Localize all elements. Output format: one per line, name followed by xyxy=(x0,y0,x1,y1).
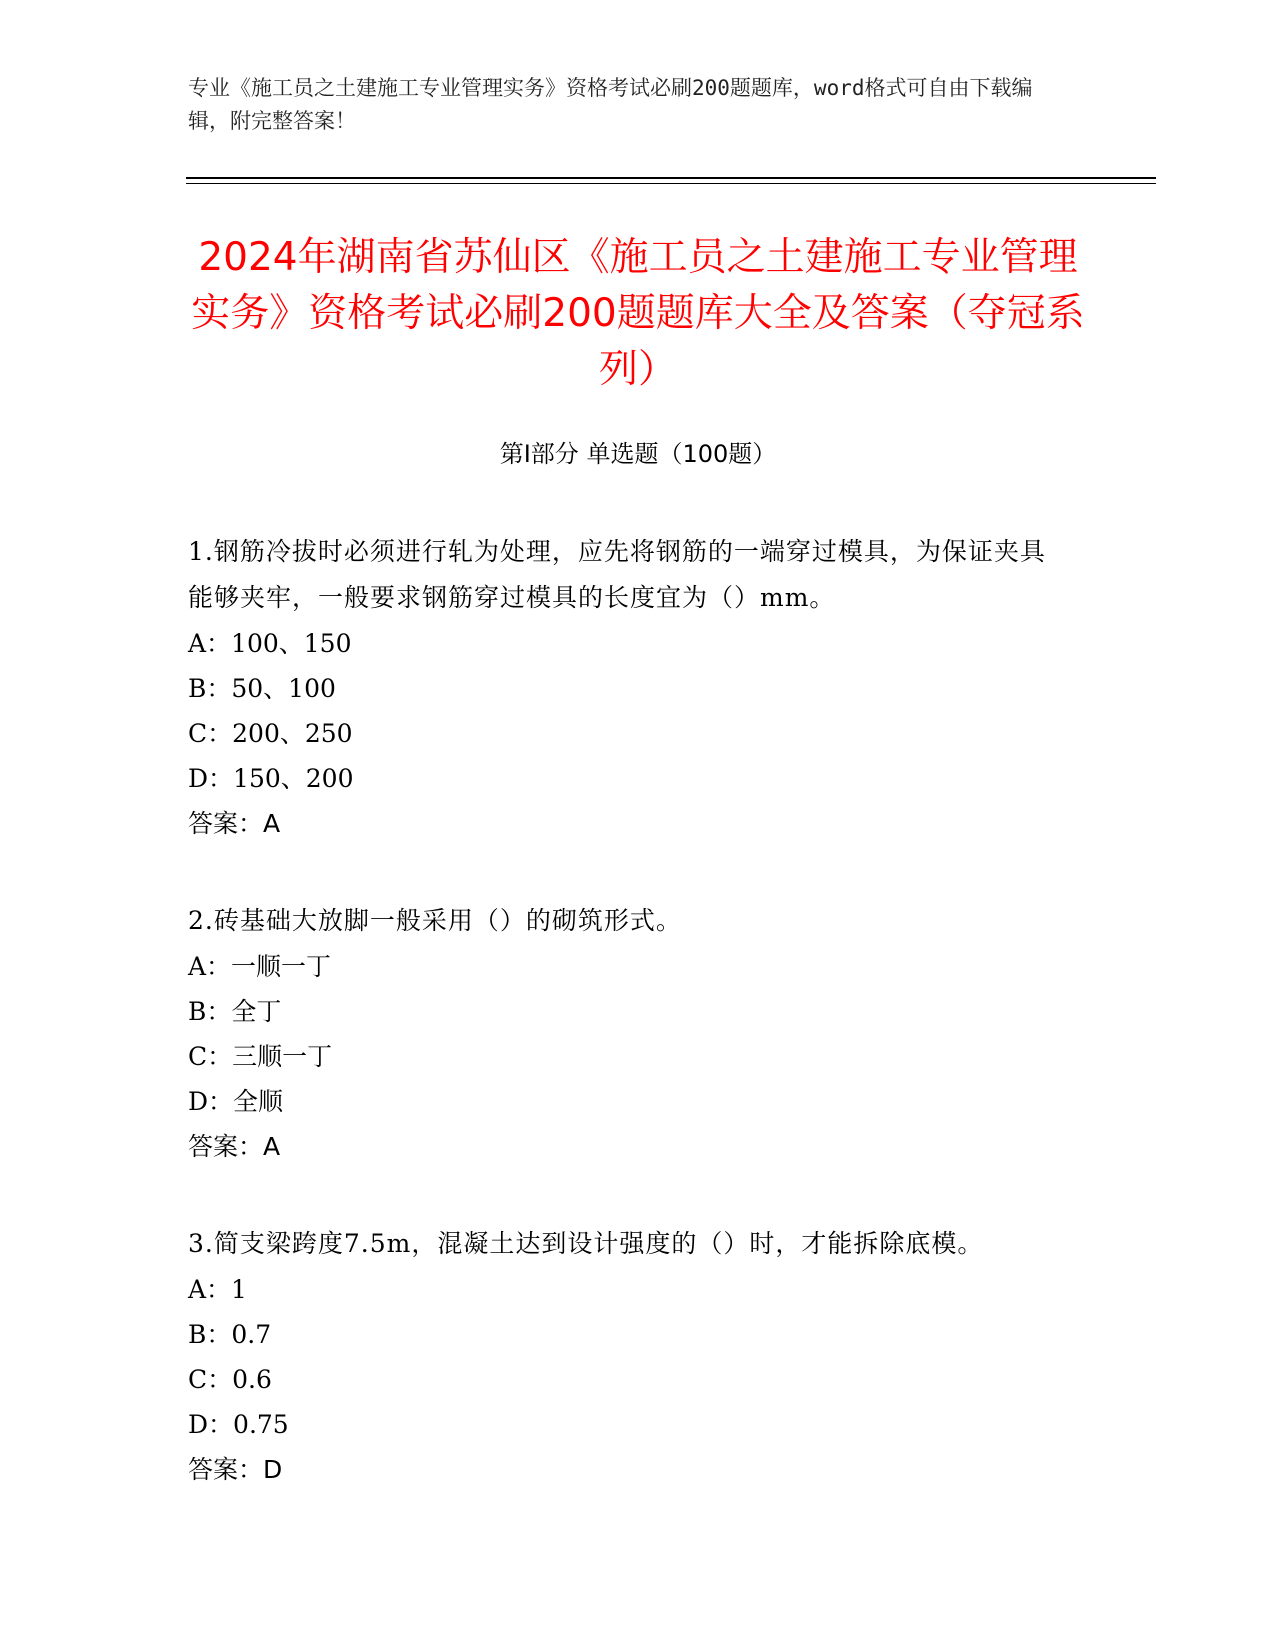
option-c: C：三顺一丁 xyxy=(188,1042,333,1071)
option-d: D：全顺 xyxy=(188,1087,284,1116)
question-text: 3.简支梁跨度7.5m，混凝土达到设计强度的（）时，才能拆除底模。 xyxy=(188,1229,984,1258)
answer: 答案：D xyxy=(188,1455,283,1484)
answer: 答案：A xyxy=(188,809,281,838)
header-rule-thick xyxy=(186,177,1156,179)
option-a: A：100、150 xyxy=(188,629,352,658)
question-3 xyxy=(188,1221,1068,1492)
option-c: C：200、250 xyxy=(188,719,353,748)
option-a: A：1 xyxy=(188,1275,247,1304)
answer: 答案：A xyxy=(188,1132,281,1161)
question-2 xyxy=(188,898,1068,1169)
question-text: 2.砖基础大放脚一般采用（）的砌筑形式。 xyxy=(188,906,682,935)
option-d: D：150、200 xyxy=(188,764,354,793)
header-note: 专业《施工员之土建施工专业管理实务》资格考试必刷200题题库，word格式可自由下载编辑，附完整答案！ xyxy=(188,76,1033,133)
section-heading: 第Ⅰ部分 单选题（100题） xyxy=(499,440,777,468)
header-rule-thin xyxy=(186,183,1156,184)
option-c: C：0.6 xyxy=(188,1365,272,1394)
question-list xyxy=(188,529,1068,1544)
option-b: B：全丁 xyxy=(188,997,282,1026)
option-d: D：0.75 xyxy=(188,1410,289,1439)
option-a: A：一顺一丁 xyxy=(188,952,332,981)
question-text: 1.钢筋冷拔时必须进行轧为处理，应先将钢筋的一端穿过模具，为保证夹具能够夹牢，一般要求钢筋穿过模具的长度宜为（）mm。 xyxy=(188,537,1046,612)
option-b: B：50、100 xyxy=(188,674,336,703)
document-title: 2024年湖南省苏仙区《施工员之土建施工专业管理实务》资格考试必刷200题题库大全及答案（夺冠系列） xyxy=(191,235,1085,392)
question-1 xyxy=(188,529,1068,846)
option-b: B：0.7 xyxy=(188,1320,272,1349)
